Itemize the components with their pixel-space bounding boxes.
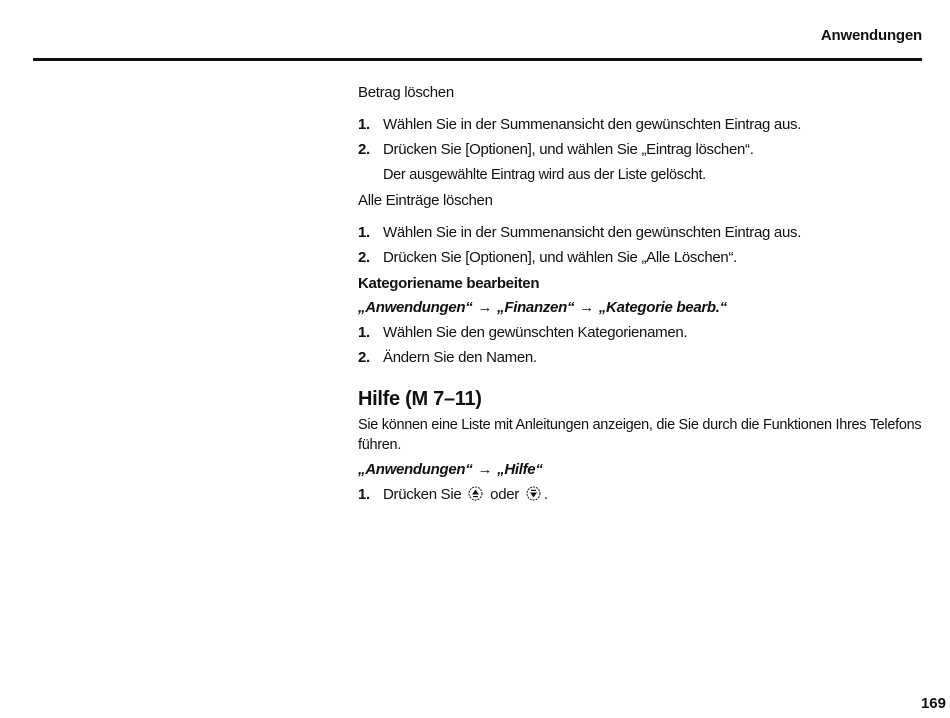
step-item [358,224,923,242]
section-delete-entry [358,84,923,184]
step-item [358,324,923,342]
step-number: 2. [358,141,370,158]
section-description: Sie können eine Liste mit Anleitungen anzeigen, die Sie durch die Funktionen Ihres Telefons führen. [358,417,922,453]
step-text: Wählen Sie in der Summenansicht den gewünschten Eintrag aus. [383,224,802,241]
step-text: Drücken Sie [Optionen], und wählen Sie „Alle Löschen“. [383,249,738,266]
step-item [358,349,923,367]
arrow-right-icon: → [477,461,493,478]
step-item [358,116,923,134]
step-number: 2. [358,249,370,266]
menu-path-item: „Anwendungen“ [358,461,473,478]
arrow-right-icon: → [579,299,594,316]
menu-path-item: „Kategorie bearb.“ [598,299,727,316]
step-number: 1. [358,224,370,241]
section-label: Betrag löschen [358,84,454,101]
menu-path [358,461,923,479]
step-text: Ändern Sie den Namen. [383,349,537,366]
section-help [358,387,923,506]
section-title: Hilfe (M 7–11) [358,388,482,410]
step-text [383,486,923,506]
step-text-before: Drücken Sie [383,486,462,503]
step-text-after: . [543,486,548,503]
section-label: Alle Einträge löschen [358,192,493,209]
menu-path-item: „Hilfe“ [497,461,543,478]
step-text-middle: oder [490,486,519,503]
step-number: 1. [358,486,370,503]
page-header-title: Anwendungen [820,27,922,44]
step-text: Drücken Sie [Optionen], und wählen Sie „Eintrag löschen“. [383,141,754,158]
nav-down-icon [526,486,541,506]
nav-up-icon [468,486,483,506]
menu-path [358,299,923,317]
header-divider [33,58,922,61]
step-item [358,141,923,159]
step-number: 1. [358,324,370,341]
page-content [358,84,923,506]
menu-path-item: „Anwendungen“ [358,299,473,316]
step-text: Wählen Sie in der Summenansicht den gewünschten Eintrag aus. [383,116,802,133]
step-text: Wählen Sie den gewünschten Kategorienamen. [383,324,688,341]
step-item [358,249,923,267]
section-heading: Kategoriename bearbeiten [358,275,540,292]
menu-path-item: „Finanzen“ [497,299,575,316]
step-number: 1. [358,116,370,133]
section-delete-all [358,192,923,267]
step-item [358,486,923,506]
section-edit-category [358,275,923,367]
arrow-right-icon: → [477,299,493,316]
page-number: 169 [920,695,946,712]
step-number: 2. [358,349,370,366]
step-note: Der ausgewählte Eintrag wird aus der Liste gelöscht. [383,167,706,183]
